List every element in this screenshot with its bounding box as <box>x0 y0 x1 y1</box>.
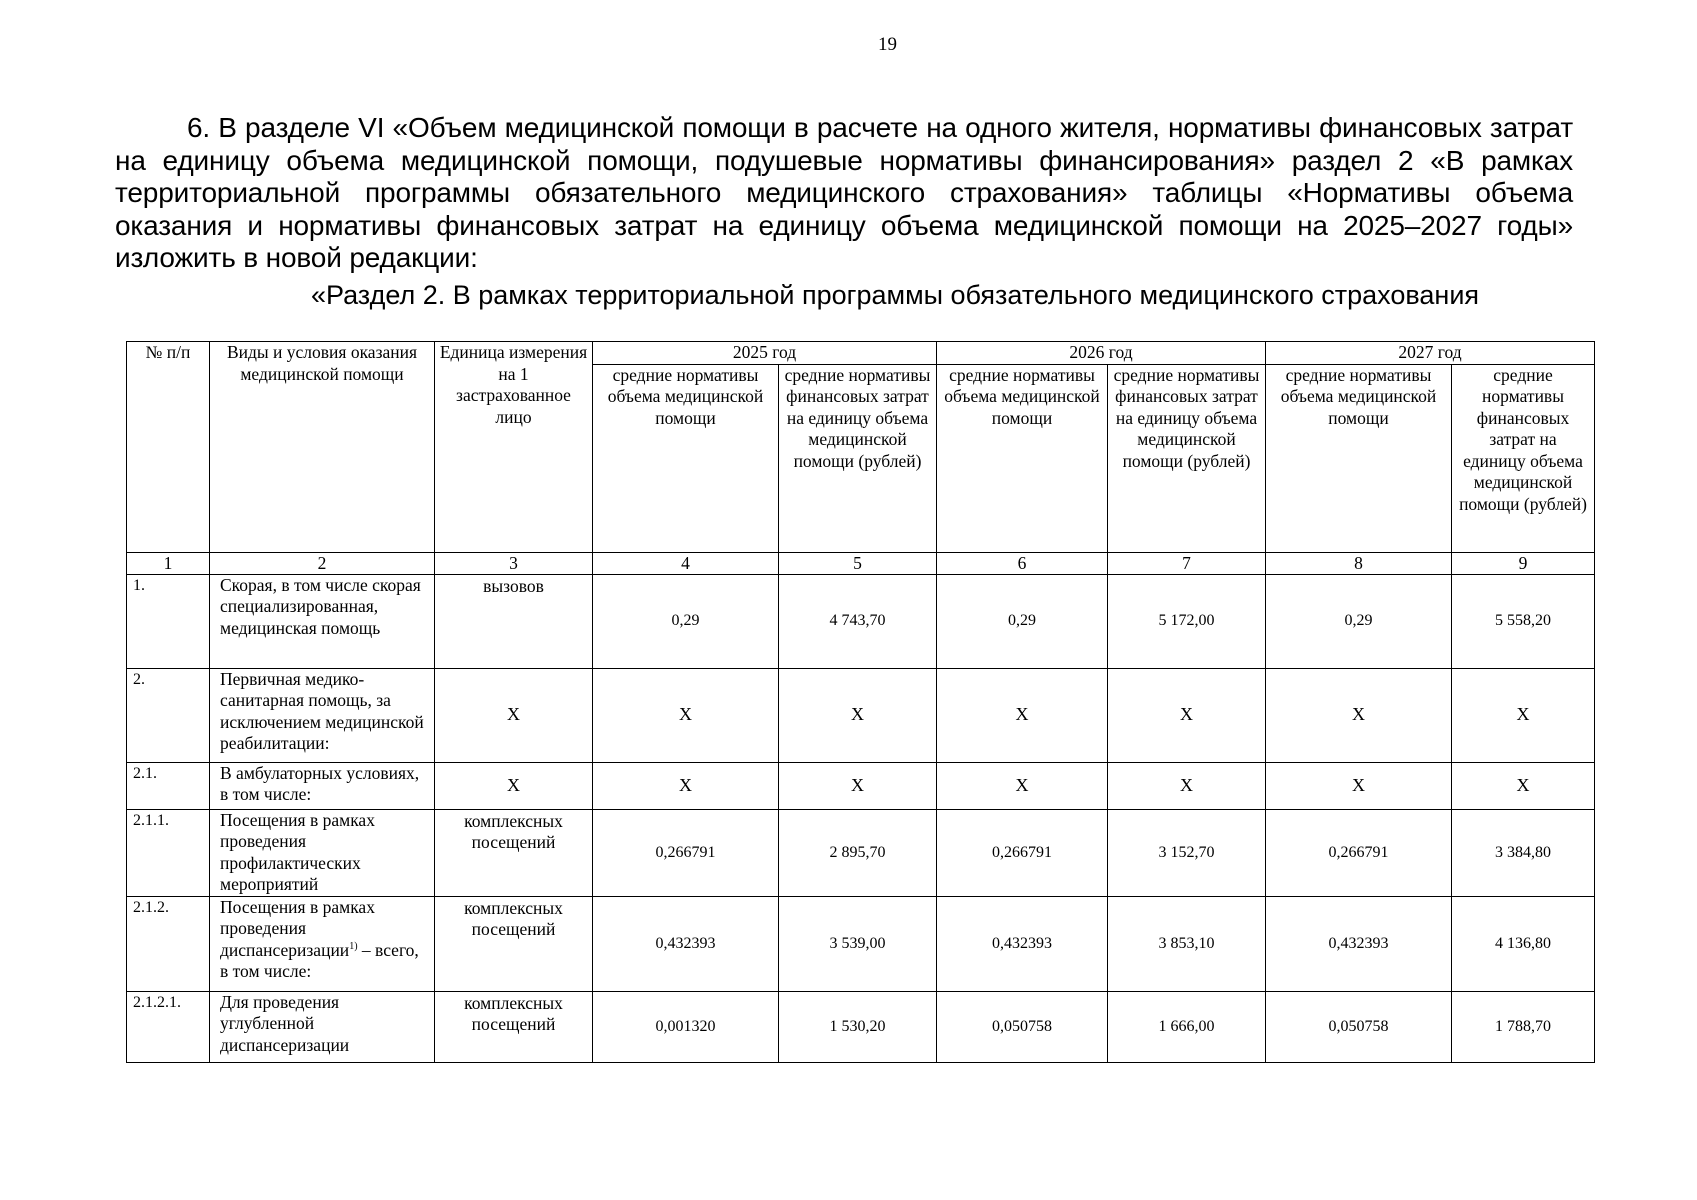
value-cell: X <box>1452 668 1595 762</box>
header-year-2027: 2027 год <box>1266 342 1595 365</box>
column-number: 5 <box>779 552 937 574</box>
table-row <box>127 991 1595 1062</box>
value-cell: 0,29 <box>593 574 779 668</box>
value-cell: 0,29 <box>937 574 1108 668</box>
value-cell: 1 666,00 <box>1108 991 1266 1062</box>
value-cell: 0,050758 <box>1266 991 1452 1062</box>
row-name-text: Посещения в рамках проведения диспансеризации <box>220 896 375 960</box>
value-cell: X <box>1108 762 1266 809</box>
header-vol-2026: средние нормативы объема медицинской помощи <box>937 364 1108 552</box>
row-name: Скорая, в том числе скорая специализированная, медицинская помощь <box>210 574 435 668</box>
header-unit: Единица измерения на 1 застрахованное лицо <box>435 342 593 553</box>
value-cell: X <box>937 668 1108 762</box>
row-unit: вызовов <box>435 574 593 668</box>
value-cell: 0,29 <box>1266 574 1452 668</box>
value-cell: 1 530,20 <box>779 991 937 1062</box>
section-title: «Раздел 2. В рамках территориальной программы обязательного медицинского страхования <box>310 280 1480 310</box>
value-cell: 0,001320 <box>593 991 779 1062</box>
header-year-2025: 2025 год <box>593 342 937 365</box>
row-name: Посещения в рамках проведения профилактических мероприятий <box>210 809 435 896</box>
value-cell: 1 788,70 <box>1452 991 1595 1062</box>
row-name-text: – всего, в том числе: <box>220 939 419 981</box>
row-number: 2.1.2. <box>127 896 210 991</box>
value-cell: X <box>593 762 779 809</box>
value-cell: 3 853,10 <box>1108 896 1266 991</box>
value-cell: X <box>593 668 779 762</box>
column-number: 1 <box>127 552 210 574</box>
value-cell: X <box>779 762 937 809</box>
column-number: 2 <box>210 552 435 574</box>
column-number: 7 <box>1108 552 1266 574</box>
row-number: 2.1.1. <box>127 809 210 896</box>
column-number: 6 <box>937 552 1108 574</box>
table-row <box>127 896 1595 991</box>
row-number: 2. <box>127 668 210 762</box>
value-cell: 0,432393 <box>593 896 779 991</box>
value-cell: 4 136,80 <box>1452 896 1595 991</box>
value-cell: X <box>779 668 937 762</box>
row-unit: комплексных посещений <box>435 809 593 896</box>
value-cell: 3 152,70 <box>1108 809 1266 896</box>
value-cell: 0,432393 <box>937 896 1108 991</box>
value-cell: 2 895,70 <box>779 809 937 896</box>
value-cell: 0,266791 <box>937 809 1108 896</box>
table-row <box>127 574 1595 668</box>
value-cell: X <box>937 762 1108 809</box>
row-unit: комплексных посещений <box>435 896 593 991</box>
row-name: Первичная медико-санитарная помощь, за исключением медицинской реабилитации: <box>210 668 435 762</box>
norms-table <box>126 341 1595 1063</box>
value-cell: 5 172,00 <box>1108 574 1266 668</box>
header-year-2026: 2026 год <box>937 342 1266 365</box>
column-number: 9 <box>1452 552 1595 574</box>
header-cost-2026: средние нормативы финансовых затрат на единицу объема медицинской помощи (рублей) <box>1108 364 1266 552</box>
value-cell: X <box>1108 668 1266 762</box>
column-number: 3 <box>435 552 593 574</box>
page-number: 19 <box>878 34 897 55</box>
header-cost-2027: средние нормативы финансовых затрат на единицу объема медицинской помощи (рублей) <box>1452 364 1595 552</box>
header-cost-2025: средние нормативы финансовых затрат на единицу объема медицинской помощи (рублей) <box>779 364 937 552</box>
header-vol-2025: средние нормативы объема медицинской помощи <box>593 364 779 552</box>
value-cell: 0,266791 <box>1266 809 1452 896</box>
value-cell: 0,050758 <box>937 991 1108 1062</box>
row-unit: X <box>435 762 593 809</box>
table-row <box>127 668 1595 762</box>
table-row <box>127 809 1595 896</box>
value-cell: 0,266791 <box>593 809 779 896</box>
row-number: 2.1.2.1. <box>127 991 210 1062</box>
value-cell: 4 743,70 <box>779 574 937 668</box>
table-row <box>127 762 1595 809</box>
header-vol-2027: средние нормативы объема медицинской помощи <box>1266 364 1452 552</box>
value-cell: X <box>1452 762 1595 809</box>
column-number: 4 <box>593 552 779 574</box>
row-unit: X <box>435 668 593 762</box>
row-name: В амбулаторных условиях, в том числе: <box>210 762 435 809</box>
value-cell: 0,432393 <box>1266 896 1452 991</box>
value-cell: X <box>1266 762 1452 809</box>
row-name: Для проведения углубленной диспансеризации <box>210 991 435 1062</box>
row-number: 2.1. <box>127 762 210 809</box>
value-cell: X <box>1266 668 1452 762</box>
value-cell: 3 539,00 <box>779 896 937 991</box>
header-num: № п/п <box>127 342 210 553</box>
row-unit: комплексных посещений <box>435 991 593 1062</box>
value-cell: 5 558,20 <box>1452 574 1595 668</box>
value-cell: 3 384,80 <box>1452 809 1595 896</box>
row-name <box>210 896 435 991</box>
footnote-marker: 1) <box>349 940 358 952</box>
column-number: 8 <box>1266 552 1452 574</box>
row-number: 1. <box>127 574 210 668</box>
intro-paragraph: 6. В разделе VI «Объем медицинской помощи в расчете на одного жителя, нормативы финансовых затрат на единицу объема медицинской помощи, подушевые нормативы финансирования» раздел 2 «В рамках территориальной программы обязательного медицинского страхования» таблицы «Нормативы объема оказания и нормативы финансовых затрат на единицу объема медицинской помощи на 2025–2027 годы» изложить в новой редакции: <box>115 112 1573 273</box>
header-type: Виды и условия оказания медицинской помощи <box>210 342 435 553</box>
